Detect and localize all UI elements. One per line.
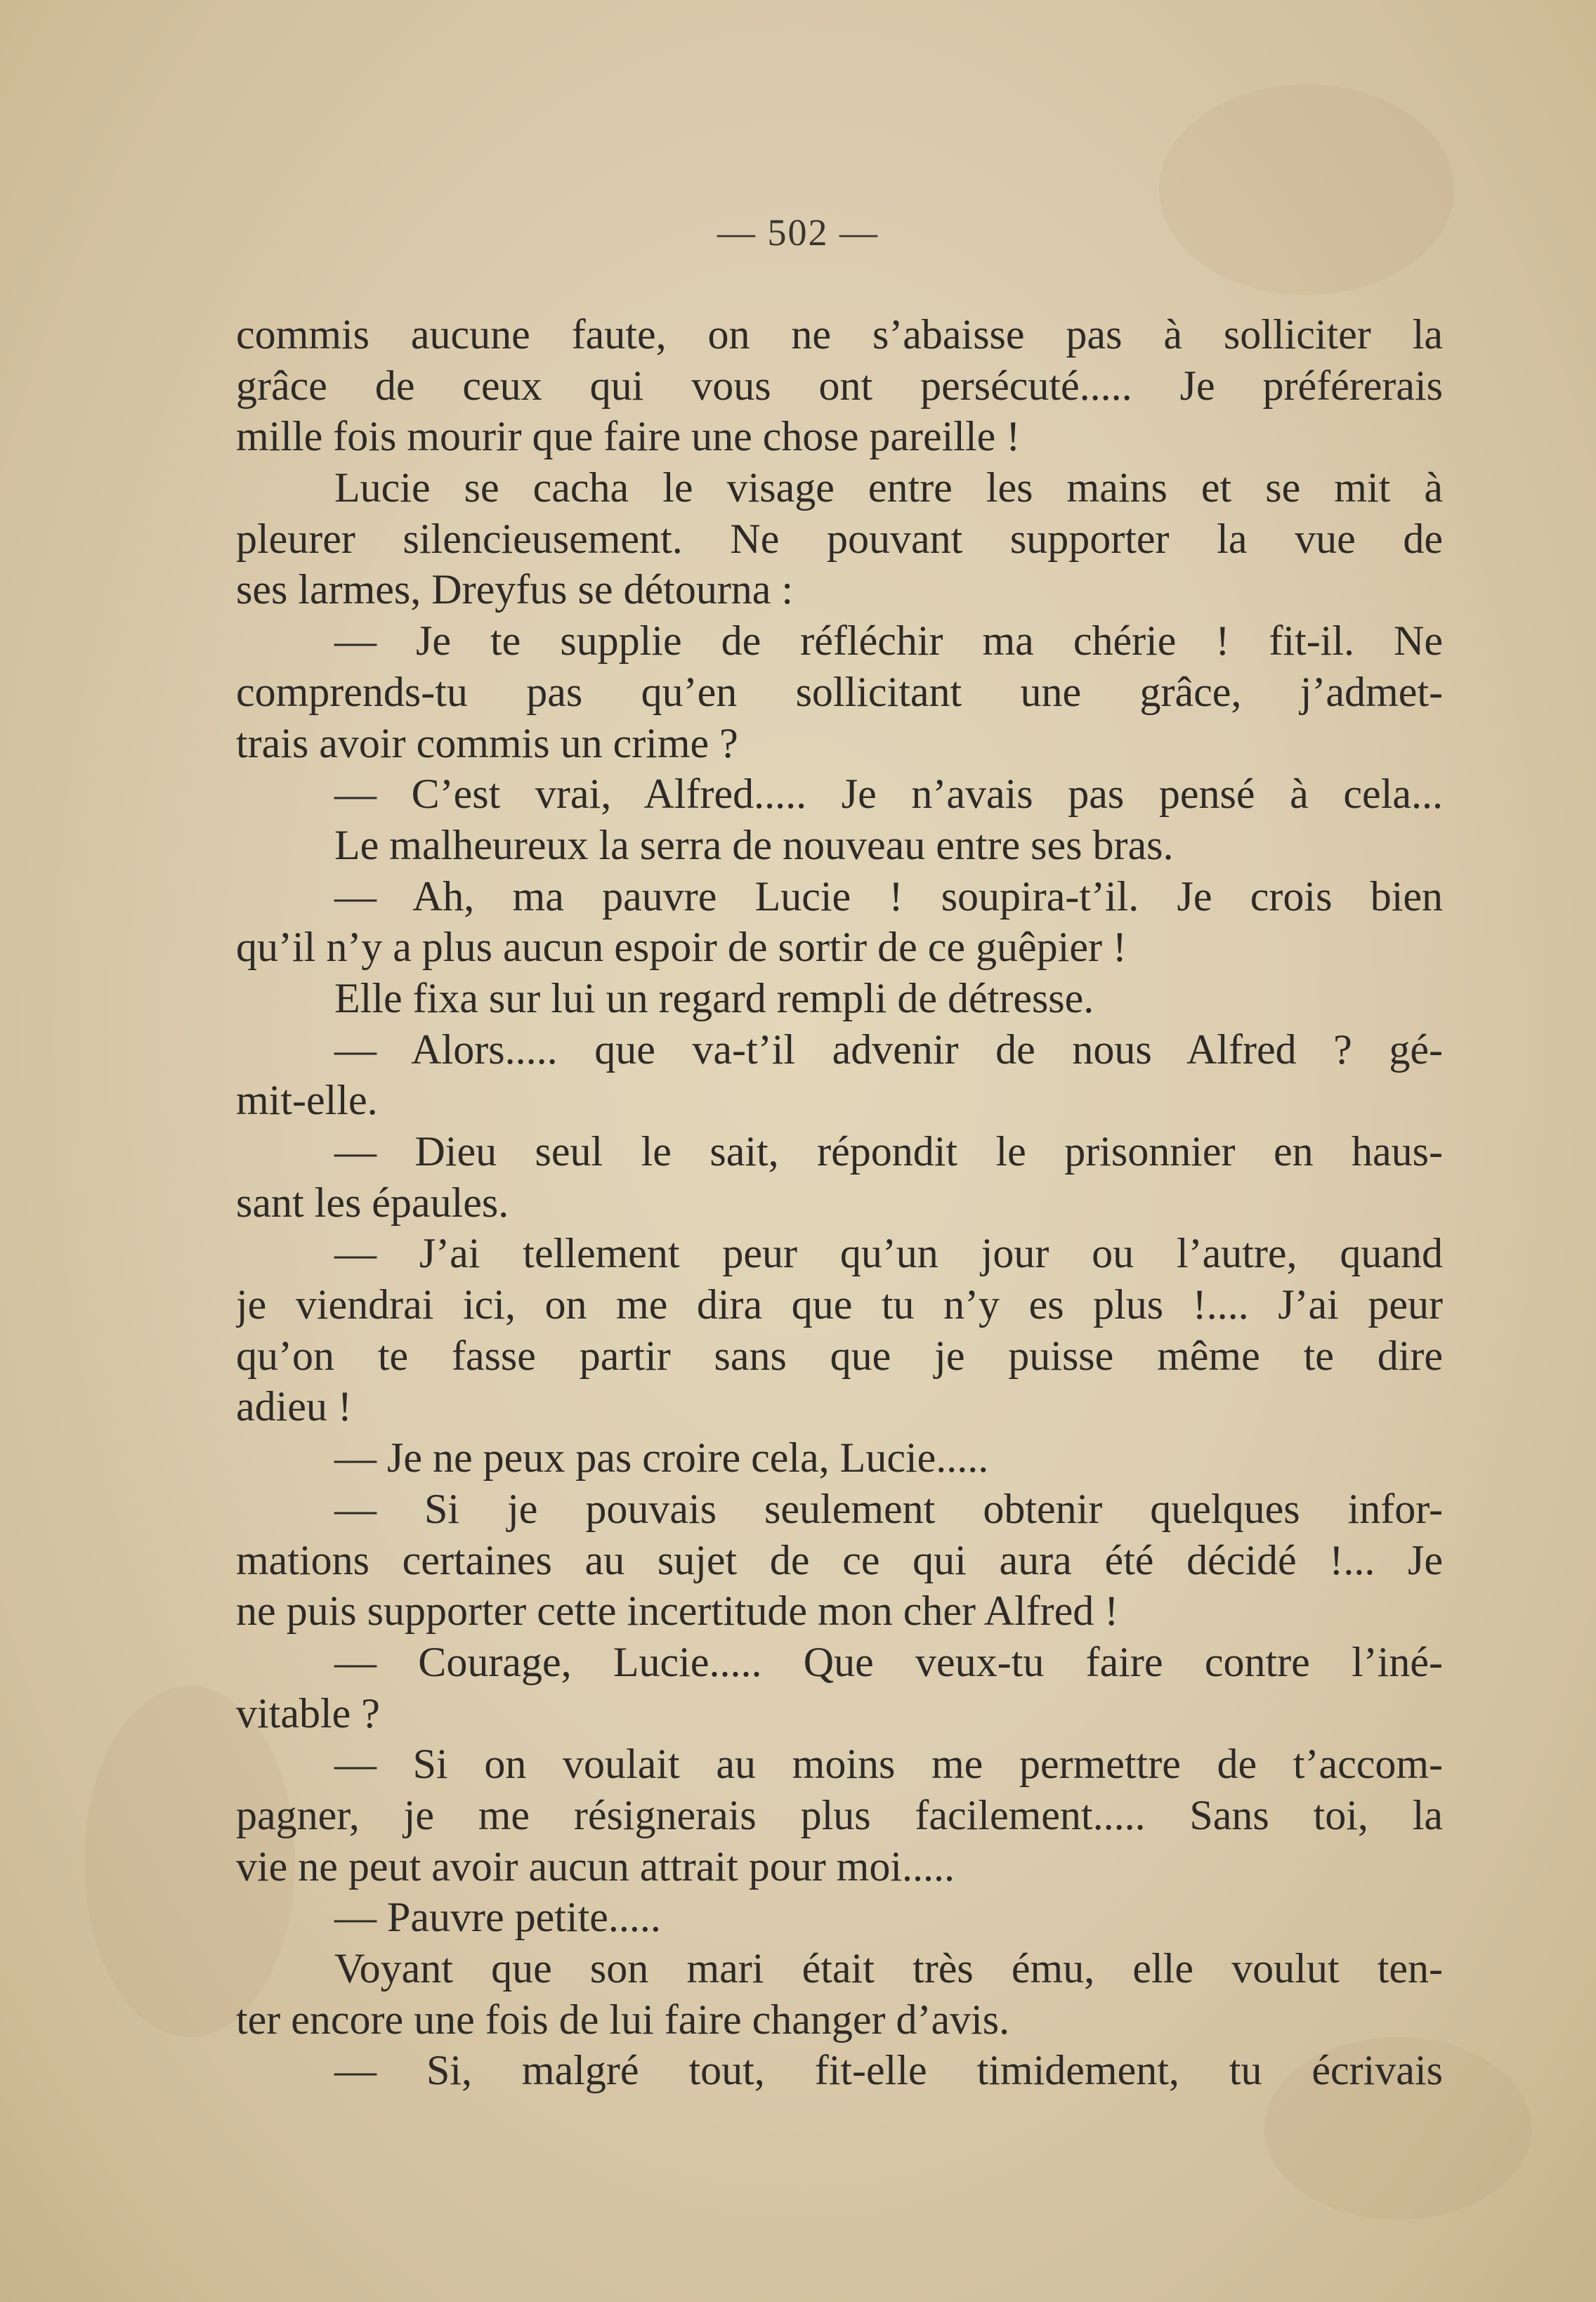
text-line: Voyant que son mari était très ému, elle voulut ten- [334,1945,1443,1992]
text-line: trais avoir commis un crime ? [236,719,738,766]
text-line: qu’il n’y a plus aucun espoir de sortir de ce guêpier ! [236,924,1127,971]
page-number: — 502 — [717,211,879,254]
text-line: — Si je pouvais seulement obtenir quelques infor- [334,1485,1443,1532]
text-line: Lucie se cacha le visage entre les mains et se mit à [334,464,1443,511]
text-line: grâce de ceux qui vous ont persécuté..... Je préférerais [236,362,1443,409]
text-line: mille fois mourir que faire une chose pareille ! [236,413,1021,460]
text-line: mit-elle. [236,1077,378,1124]
text-line: ne puis supporter cette incertitude mon cher Alfred ! [236,1588,1119,1635]
text-line: qu’on te fasse partir sans que je puisse même te dire [236,1332,1443,1379]
text-line: pagner, je me résignerais plus facilement..... Sans toi, la [236,1791,1443,1838]
text-line: — J’ai tellement peur qu’un jour ou l’autre, quand [334,1230,1443,1277]
text-line: — Courage, Lucie..... Que veux-tu faire contre l’iné- [334,1638,1443,1685]
text-line: — Dieu seul le sait, répondit le prisonnier en haus- [334,1128,1443,1175]
text-line: — Ah, ma pauvre Lucie ! soupira-t’il. Je crois bien [334,872,1443,920]
text-line: ter encore une fois de lui faire changer d’avis. [236,1996,1010,2043]
text-line: — Je ne peux pas croire cela, Lucie..... [334,1434,989,1482]
text-line: — Je te supplie de réfléchir ma chérie ! fit-il. Ne [334,617,1443,665]
text-line: adieu ! [236,1383,352,1430]
text-line: — Pauvre petite..... [334,1894,661,1941]
text-line: Le malheureux la serra de nouveau entre ses bras. [334,821,1174,868]
text-line: — Alors..... que va-t’il advenir de nous Alfred ? gé- [334,1026,1443,1073]
text-line: comprends-tu pas qu’en sollicitant une grâce, j’admet- [236,668,1443,715]
text-line: ses larmes, Dreyfus se détourna : [236,566,794,613]
text-line: — C’est vrai, Alfred..... Je n’avais pas pensé à cela... [334,771,1443,818]
text-line: commis aucune faute, on ne s’abaisse pas à solliciter la [236,311,1443,358]
text-line: mations certaines au sujet de ce qui aura été décidé !... Je [236,1536,1443,1583]
text-line: je viendrai ici, on me dira que tu n’y es plus !.... J’ai peur [236,1281,1443,1328]
body-text [236,309,1443,2096]
text-line: pleurer silencieusement. Ne pouvant supporter la vue de [236,515,1443,562]
text-line: Elle fixa sur lui un regard rempli de détresse. [334,974,1094,1021]
text-line: vie ne peut avoir aucun attrait pour moi..... [236,1843,955,1890]
text-line: — Si on voulait au moins me permettre de t’accom- [334,1741,1443,1788]
paper-stain [1159,84,1454,295]
text-line: sant les épaules. [236,1179,509,1226]
text-line: — Si, malgré tout, fit-elle timidement, tu écrivais [334,2047,1443,2094]
text-line: vitable ? [236,1689,380,1737]
